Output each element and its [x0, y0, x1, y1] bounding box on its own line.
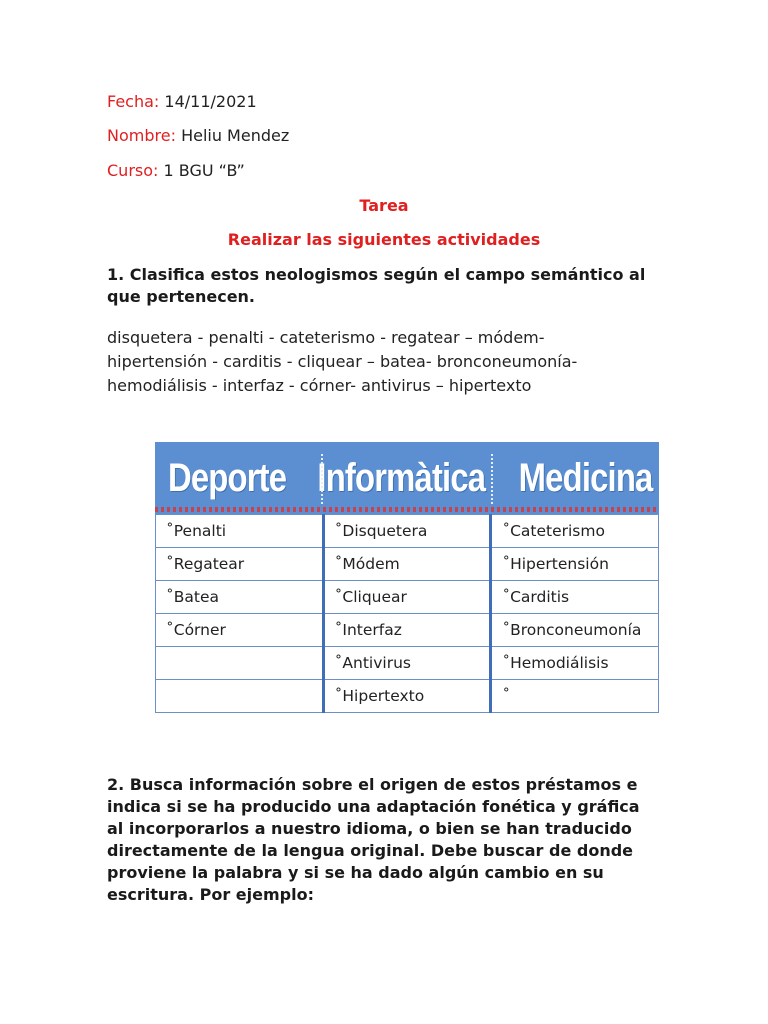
- question-1: 1. Clasifica estos neologismos según el campo semántico al que pertenecen.: [107, 265, 646, 306]
- header-deporte: Deporte: [167, 455, 287, 500]
- fecha-label: Fecha:: [107, 92, 160, 111]
- table-row: [156, 647, 659, 680]
- fecha-value: 14/11/2021: [164, 92, 257, 111]
- nombre-line: [107, 126, 289, 145]
- table-cell: ˚Córner: [156, 614, 324, 647]
- question-2: 2. Busca información sobre el origen de estos préstamos e indica si se ha producido una adaptación fonética y gráfica al incorporarlos a nuestro idioma, o bien se han traducido directamente de la lengua original. Debe buscar de donde proviene la palabra y si se ha dado algún cambio en su escritura. Por ejemplo:: [107, 775, 640, 904]
- table-body: [155, 514, 659, 713]
- curso-line: [107, 161, 245, 180]
- table-cell: ˚Bronconeumonía: [491, 614, 659, 647]
- table-cell: ˚Hemodiálisis: [491, 647, 659, 680]
- header-divider: [491, 454, 493, 504]
- table-cell: ˚Interfaz: [323, 614, 491, 647]
- word-list: [107, 326, 627, 398]
- curso-label: Curso:: [107, 161, 159, 180]
- activities-subtitle: Realizar las siguientes actividades: [227, 230, 541, 249]
- table-cell: ˚Regatear: [156, 548, 324, 581]
- header-decoration: [155, 507, 659, 512]
- table-row: [156, 614, 659, 647]
- word-list-line-2: hipertensión - carditis - cliquear – batea- bronconeumonía-: [107, 352, 578, 371]
- word-list-line-1: disquetera - penalti - cateterismo - regatear – módem-: [107, 328, 545, 347]
- table-cell: [156, 680, 324, 713]
- table-cell: ˚Cliquear: [323, 581, 491, 614]
- header-divider: [321, 454, 323, 504]
- table-cell: [156, 647, 324, 680]
- table-cell: ˚Hipertexto: [323, 680, 491, 713]
- table-cell: ˚Antivirus: [323, 647, 491, 680]
- header-medicina: Medicina: [518, 455, 653, 500]
- table-row: [156, 515, 659, 548]
- table-cell: ˚Módem: [323, 548, 491, 581]
- table-cell: ˚Disquetera: [323, 515, 491, 548]
- table-cell: ˚Carditis: [491, 581, 659, 614]
- word-list-line-3: hemodiálisis - interfaz - córner- antivirus – hipertexto: [107, 376, 532, 395]
- table-cell: ˚: [491, 680, 659, 713]
- curso-value: 1 BGU “B”: [163, 161, 245, 180]
- nombre-value: Heliu Mendez: [181, 126, 290, 145]
- table-cell: ˚Batea: [156, 581, 324, 614]
- nombre-label: Nombre:: [107, 126, 176, 145]
- table-cell: ˚Hipertensión: [491, 548, 659, 581]
- table-row: [156, 581, 659, 614]
- table-cell: ˚Cateterismo: [491, 515, 659, 548]
- table-cell: ˚Penalti: [156, 515, 324, 548]
- fecha-line: [107, 92, 257, 111]
- table-row: [156, 548, 659, 581]
- header-informatica: Informàtica: [317, 455, 486, 500]
- table-header: [155, 442, 659, 514]
- tarea-title: Tarea: [359, 196, 409, 215]
- classification-table: [155, 442, 659, 713]
- table-row: [156, 680, 659, 713]
